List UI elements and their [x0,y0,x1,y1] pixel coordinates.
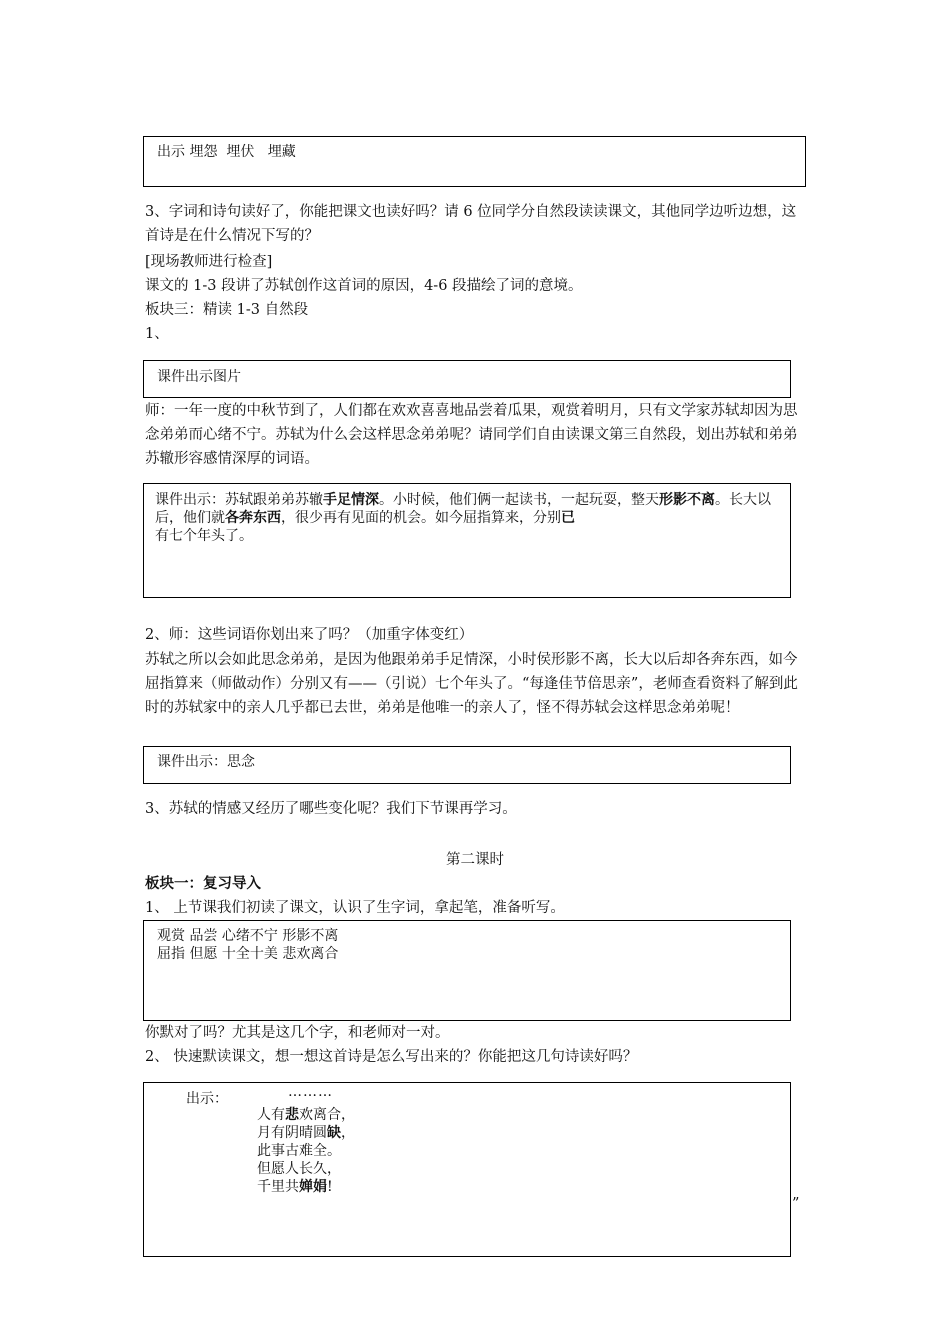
item-three-question: 3、苏轼的情感又经历了哪些变化呢？我们下节课再学习。 [145,801,517,817]
poem-line-4: 但愿人长久， [257,1161,341,1177]
lesson-two-title: 第二课时 [446,852,504,868]
display-box-dictation-line2: 屈指 但愿 十全十美 悲欢离合 [157,946,339,962]
paragraph-check-again: 你默对了吗？尤其是这几个字，和老师对一对。 [145,1025,450,1041]
paragraph-read-aloud: 3、字词和诗句读好了，你能把课文也读好吗？请 6 位同学分自然段读读课文，其他同学边听边想，这首诗是在什么情况下写的？ [145,204,797,244]
keyword-xingyingbuli: 形影不离 [659,492,715,508]
keyword-shouzuqingshen: 手足情深 [323,492,379,508]
display-box-passage-text: 课件出示：苏轼跟弟弟苏辙手足情深。小时候，他们俩一起读书，一起玩耍，整天形影不离。长大以后，他们就各奔东西，很少再有见面的机会。如今屈指算来，分别已 有七个年头了。 [155,492,771,544]
paragraph-check: [现场教师进行检查] [145,254,273,270]
display-box-words-text: 出示 埋怨 埋伏 埋藏 [157,144,296,160]
paragraph-fast-reading: 2、 快速默读课文，想一想这首诗是怎么写出来的？你能把这几句诗读好吗？ [145,1049,638,1065]
poem-ellipsis: ……… [288,1084,333,1100]
display-box-picture-text: 课件出示图片 [157,369,241,385]
closing-quote-mark: ” [792,1196,800,1212]
poem-line-5: 千里共婵娟! [257,1179,333,1195]
poem-line-1: 人有悲欢离合， [257,1107,355,1123]
poem-line-2: 月有阴晴圆缺， [257,1125,355,1141]
display-box-longing-text: 课件出示：思念 [157,754,255,770]
item-two-question: 2、师：这些词语你划出来了吗？（加重字体变红） [145,627,474,643]
item-one-label: 1、 [145,326,169,342]
paragraph-dictation: 1、 上节课我们初读了课文，认识了生字词，拿起笔，准备听写。 [145,900,565,916]
paragraph-summary: 课文的 1-3 段讲了苏轼创作这首词的原因，4-6 段描绘了词的意境。 [145,278,583,294]
section-one-heading: 板块一：复习导入 [145,875,261,892]
keyword-yi: 已 [561,510,575,526]
paragraph-explanation: 苏轼之所以会如此思念弟弟，是因为他跟弟弟手足情深，小时侯形影不离，长大以后却各奔东西，如今屈指算来（师做动作）分别又有——（引说）七个年头了。“每逢佳节倍思亲”，老师查看资料了解到此时的苏轼家中的亲人几乎都已去世，弟弟是他唯一的亲人了，怪不得苏轼会这样思念弟弟呢！ [145,652,798,716]
paragraph-teacher-intro: 师：一年一度的中秋节到了，人们都在欢欢喜喜地品尝着瓜果，观赏着明月，只有文学家苏轼却因为思念弟弟而心绪不宁。苏轼为什么会这样思念弟弟呢？请同学们自由读课文第三自然段，划出苏轼和弟弟苏辙形容感情深厚的词语。 [145,403,798,467]
section-three-heading: 板块三：精读 1-3 自然段 [145,302,309,318]
poem-label: 出示： [186,1091,228,1107]
display-box-poem [143,1082,791,1257]
poem-line-3: 此事古难全。 [257,1143,341,1159]
keyword-gebendongxi: 各奔东西 [225,510,281,526]
display-box-dictation-line1: 观赏 品尝 心绪不宁 形影不离 [157,928,339,944]
